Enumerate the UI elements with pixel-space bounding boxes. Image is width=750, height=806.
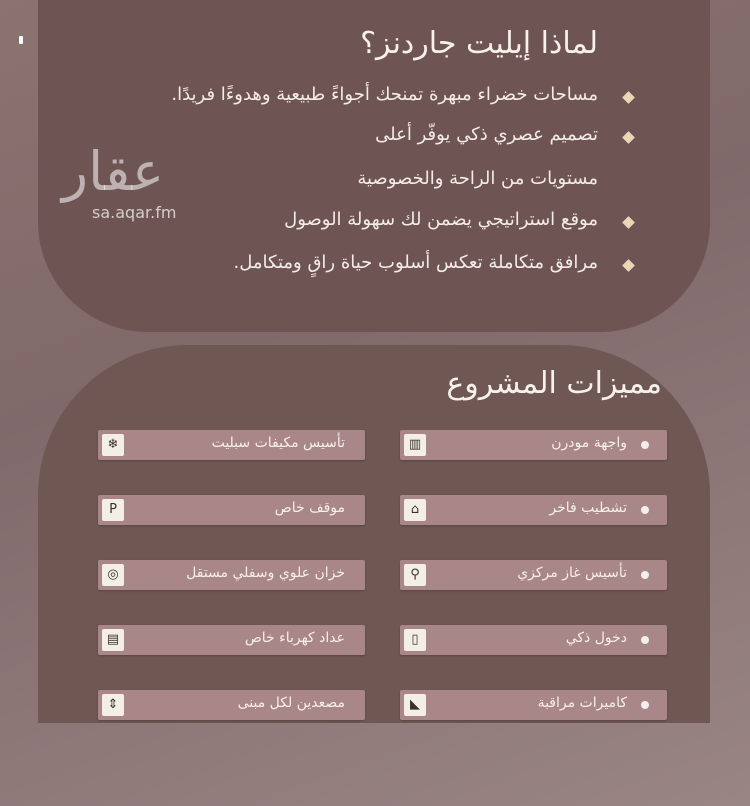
building-icon: ▥ (404, 434, 426, 456)
dot-bullet-icon (641, 636, 649, 644)
gas-pipe-icon: ⚲ (404, 564, 426, 586)
why-bullet: موقع استراتيجي يضمن لك سهولة الوصول (284, 209, 598, 230)
feature-label: تأسيس غاز مركزي (517, 565, 627, 581)
water-tank-icon: ◎ (102, 564, 124, 586)
feature-chip (400, 560, 667, 590)
smart-lock-icon: ▯ (404, 629, 426, 651)
feature-chip (400, 430, 667, 460)
feature-label: تأسيس مكيفات سبليت (211, 435, 345, 451)
feature-chip (98, 690, 365, 720)
why-title: لماذا إيليت جاردنز؟ (360, 26, 598, 61)
why-bullet: مساحات خضراء مبهرة تمنحك أجواءً طبيعية وهدوءًا فريدًا. (171, 84, 598, 105)
feature-chip (98, 495, 365, 525)
feature-label: تشطيب فاخر (549, 500, 627, 516)
feature-chip (400, 495, 667, 525)
feature-label: كاميرات مراقبة (537, 695, 627, 711)
camera-icon: ◣ (404, 694, 426, 716)
feature-label: موقف خاص (274, 500, 345, 516)
why-bullet-continued: مستويات من الراحة والخصوصية (357, 168, 598, 189)
watermark-site: sa.aqar.fm (92, 203, 177, 222)
feature-chip (400, 690, 667, 720)
feature-chip (98, 625, 365, 655)
palace-icon: ⌂ (404, 499, 426, 521)
dot-bullet-icon (641, 571, 649, 579)
elevator-icon: ⇕ (102, 694, 124, 716)
feature-label: دخول ذكي (565, 630, 627, 646)
feature-label: خزان علوي وسفلي مستقل (186, 565, 345, 581)
feature-label: واجهة مودرن (551, 435, 627, 451)
feature-label: مصعدين لكل مبنى (237, 695, 345, 711)
feature-chip (98, 560, 365, 590)
features-title: مميزات المشروع (446, 366, 662, 401)
feature-chip (400, 625, 667, 655)
dot-bullet-icon (641, 701, 649, 709)
features-panel (38, 345, 710, 723)
electric-meter-icon: ▤ (102, 629, 124, 651)
watermark-logo: عقار (62, 140, 165, 203)
feature-label: عداد كهرباء خاص (244, 630, 345, 646)
feature-chip (98, 430, 365, 460)
why-bullet: مرافق متكاملة تعكس أسلوب حياة راقٍ ومتكامل. (233, 252, 598, 273)
dot-bullet-icon (641, 441, 649, 449)
ac-icon: ❄ (102, 434, 124, 456)
corner-mark (19, 36, 23, 44)
dot-bullet-icon (641, 506, 649, 514)
why-bullet: تصميم عصري ذكي يوفّر أعلى (375, 124, 598, 145)
parking-icon: P (102, 499, 124, 521)
